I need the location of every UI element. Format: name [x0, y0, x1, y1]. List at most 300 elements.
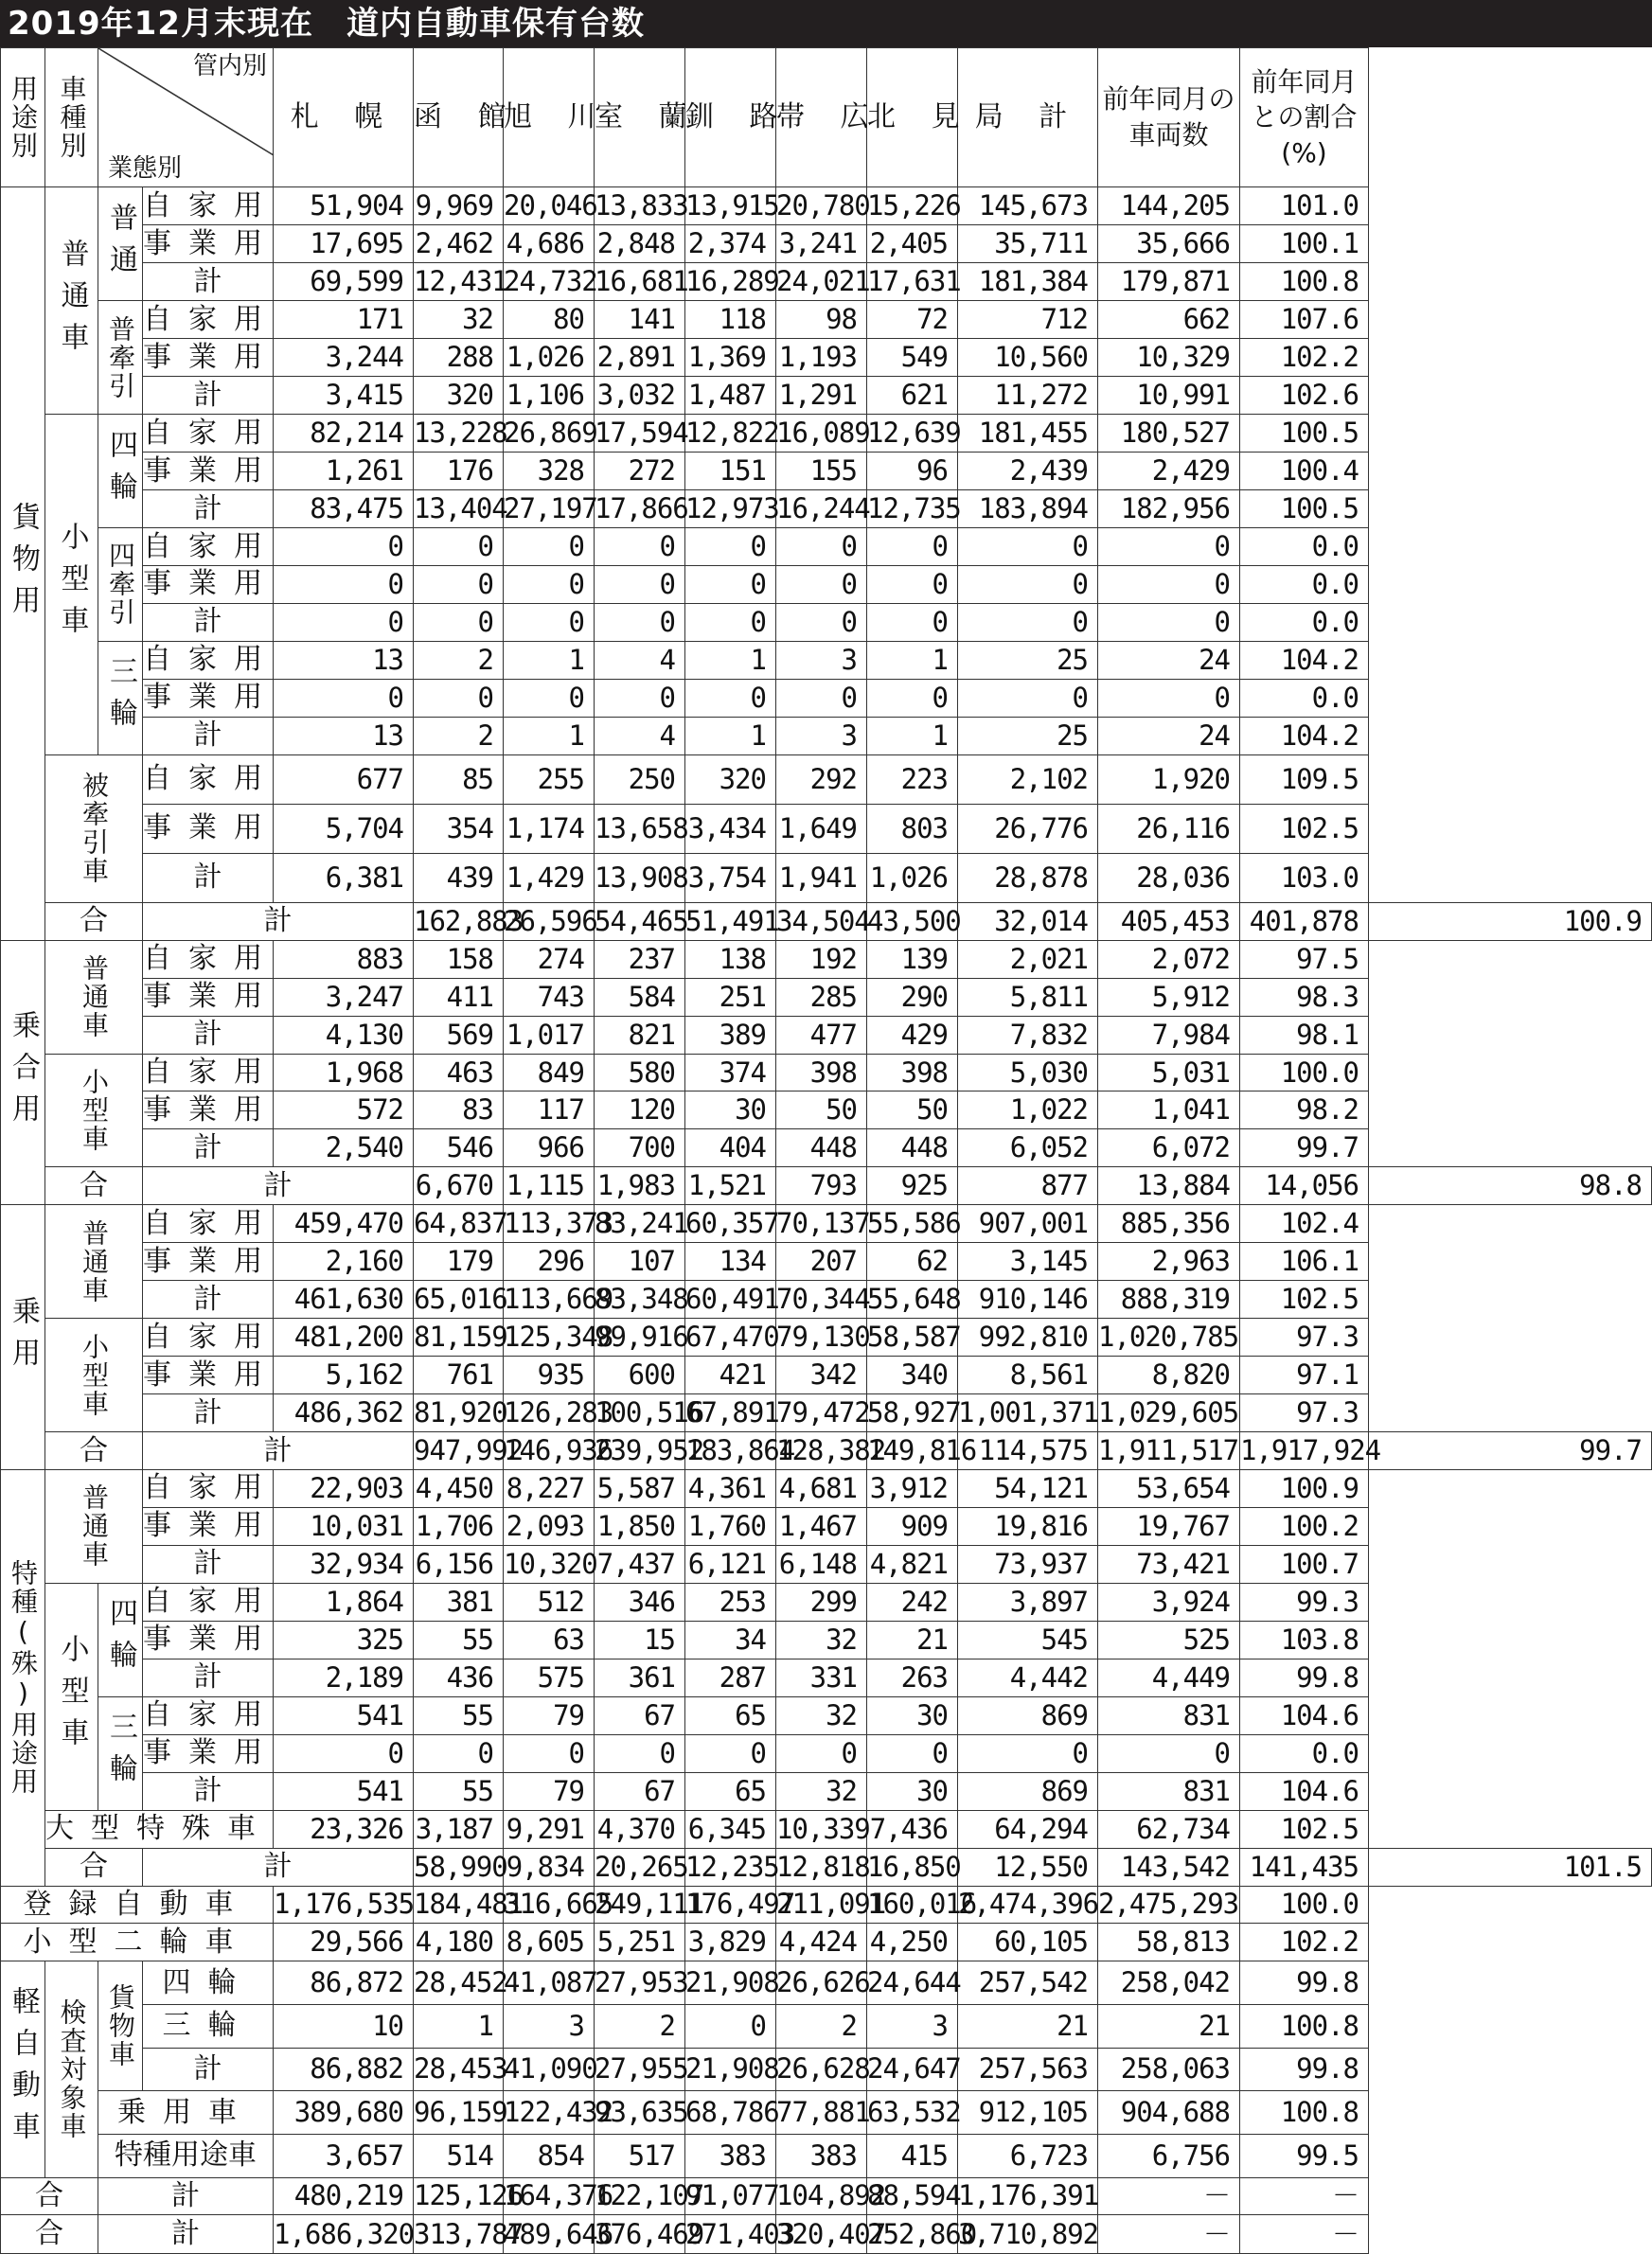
table-row	[1, 1167, 1652, 1205]
value-cell: 0	[1098, 565, 1240, 603]
header-region-sapporo: 札 幌	[274, 48, 414, 187]
value-cell: 20,046	[504, 187, 595, 225]
value-cell: 1,706	[414, 1507, 504, 1545]
value-cell: 118	[685, 301, 776, 339]
row-label: 事業用	[143, 1734, 274, 1772]
value-cell: 102.6	[1240, 377, 1369, 415]
vehicle-table	[0, 47, 1652, 2254]
value-cell: 5,912	[1098, 978, 1240, 1016]
value-cell: 24,021	[776, 263, 867, 301]
row-label: 小型車	[45, 1054, 143, 1167]
value-cell: 26,869	[504, 415, 595, 453]
value-cell: 139	[867, 940, 958, 978]
value-cell: 81,920	[414, 1394, 504, 1432]
value-cell: 5,251	[595, 1924, 685, 1961]
value-cell: 3	[867, 2005, 958, 2049]
value-cell: 30	[867, 1696, 958, 1734]
value-cell: 101.0	[1240, 187, 1369, 225]
row-label: 自家用	[143, 1319, 274, 1357]
value-cell: 9,969	[414, 187, 504, 225]
value-cell: 448	[867, 1129, 958, 1167]
value-cell: 12,550	[958, 1848, 1098, 1886]
value-cell: 398	[867, 1054, 958, 1092]
value-cell: 73,937	[958, 1545, 1098, 1583]
row-label: 三輪	[98, 1696, 143, 1810]
value-cell: 12,735	[867, 490, 958, 528]
value-cell: 13	[274, 641, 414, 679]
value-cell: 429	[867, 1016, 958, 1054]
value-cell: 0	[958, 565, 1098, 603]
value-cell: 5,031	[1098, 1054, 1240, 1092]
value-cell: 30	[867, 1772, 958, 1810]
value-cell: 0	[958, 679, 1098, 717]
value-cell: 910,146	[958, 1281, 1098, 1319]
value-cell: 8,605	[504, 1924, 595, 1961]
value-cell: 51,491	[685, 902, 776, 940]
value-cell: 4	[595, 717, 685, 754]
value-cell: 180,527	[1098, 415, 1240, 453]
value-cell: 99.8	[1240, 2048, 1369, 2091]
value-cell: 13,658	[595, 804, 685, 853]
value-cell: 4,250	[867, 1924, 958, 1961]
value-cell: 0	[504, 603, 595, 641]
value-cell: 96	[867, 453, 958, 490]
value-cell: 1	[867, 641, 958, 679]
value-cell: 55,648	[867, 1281, 958, 1319]
value-cell: 102.5	[1240, 804, 1369, 853]
value-cell: 1,941	[776, 853, 867, 902]
value-cell: 461,630	[274, 1281, 414, 1319]
value-cell: 883	[274, 940, 414, 978]
value-cell: 100,516	[595, 1394, 685, 1432]
value-cell: 104.2	[1240, 641, 1369, 679]
value-cell: 925	[867, 1167, 958, 1205]
value-cell: 10	[274, 2005, 414, 2049]
value-cell: 621	[867, 377, 958, 415]
table-row	[1, 804, 1652, 853]
value-cell: 58,990	[414, 1848, 504, 1886]
value-cell: 0	[685, 565, 776, 603]
value-cell: 1,369	[685, 339, 776, 377]
value-cell: 134	[685, 1243, 776, 1281]
value-cell: 0	[958, 528, 1098, 566]
table-row	[1, 1810, 1652, 1848]
table-row	[1, 940, 1652, 978]
value-cell: 99.7	[1240, 1129, 1369, 1167]
value-cell: 411	[414, 978, 504, 1016]
table-row	[1, 1848, 1652, 1886]
row-label: 乗用車	[98, 2091, 274, 2135]
row-label: 四輪	[98, 1583, 143, 1696]
value-cell: 292	[776, 754, 867, 804]
value-cell: 4,442	[958, 1659, 1098, 1696]
value-cell: 20,265	[595, 1848, 685, 1886]
value-cell: 0	[414, 603, 504, 641]
value-cell: 3,897	[958, 1583, 1098, 1621]
value-cell: 83,241	[595, 1205, 685, 1243]
value-cell: 320	[685, 754, 776, 804]
value-cell: 0	[776, 528, 867, 566]
table-row	[1, 1319, 1652, 1357]
value-cell: 2,439	[958, 453, 1098, 490]
value-cell: 16,244	[776, 490, 867, 528]
row-label: 乗用	[1, 1205, 45, 1470]
value-cell: 1,026	[504, 339, 595, 377]
value-cell: 320	[414, 377, 504, 415]
value-cell: 1	[504, 717, 595, 754]
value-cell: 99.3	[1240, 1583, 1369, 1621]
value-cell: 0	[776, 565, 867, 603]
value-cell: 15,226	[867, 187, 958, 225]
value-cell: 0	[414, 1734, 504, 1772]
value-cell: 3,247	[274, 978, 414, 1016]
value-cell: 854	[504, 2134, 595, 2177]
value-cell: 1,521	[685, 1167, 776, 1205]
row-label: 計	[143, 490, 274, 528]
header-region-label: 管内別	[192, 52, 267, 80]
value-cell: 24,644	[867, 1961, 958, 2005]
value-cell: 383	[776, 2134, 867, 2177]
value-cell: 0	[867, 603, 958, 641]
value-cell: 1	[685, 641, 776, 679]
value-cell: 160,016	[867, 1886, 958, 1924]
value-cell: 62	[867, 1243, 958, 1281]
value-cell: 58,587	[867, 1319, 958, 1357]
value-cell: 4,686	[504, 225, 595, 263]
value-cell: 138	[685, 940, 776, 978]
value-cell: 16,289	[685, 263, 776, 301]
row-label: 計	[143, 603, 274, 641]
value-cell: 10,991	[1098, 377, 1240, 415]
value-cell: 580	[595, 1054, 685, 1092]
value-cell: 325	[274, 1621, 414, 1659]
value-cell: 1,029,605	[1098, 1394, 1240, 1432]
value-cell: －	[1098, 2177, 1240, 2215]
value-cell: 21	[867, 1621, 958, 1659]
value-cell: 88,594	[867, 2177, 958, 2215]
value-cell: 0	[1098, 679, 1240, 717]
row-label: 大型特殊車	[45, 1810, 274, 1848]
row-label: 小型車	[45, 1319, 143, 1432]
row-label: 事業用	[143, 225, 274, 263]
value-cell: 541	[274, 1696, 414, 1734]
value-cell: 877	[958, 1167, 1098, 1205]
row-label: 事業用	[143, 978, 274, 1016]
table-row	[1, 225, 1652, 263]
row-label: 四輪	[98, 415, 143, 528]
table-row	[1, 1054, 1652, 1092]
header-use: 用途別	[1, 48, 45, 187]
value-cell: 514	[414, 2134, 504, 2177]
value-cell: 23,326	[274, 1810, 414, 1848]
value-cell: 512	[504, 1583, 595, 1621]
row-label: 事業用	[143, 804, 274, 853]
value-cell: 481,200	[274, 1319, 414, 1357]
value-cell: 50	[776, 1092, 867, 1129]
row-label: 計	[143, 2048, 274, 2091]
value-cell: 27,197	[504, 490, 595, 528]
value-cell: 405,453	[1098, 902, 1240, 940]
value-cell: 86,872	[274, 1961, 414, 2005]
header-region-obihiro: 帯 広	[776, 48, 867, 187]
row-label: 合	[45, 902, 143, 940]
row-label: 普通車	[45, 940, 143, 1054]
value-cell: 100.8	[1240, 2091, 1369, 2135]
value-cell: 98.2	[1240, 1092, 1369, 1129]
table-row	[1, 2177, 1652, 2215]
value-cell: 0.0	[1240, 1734, 1369, 1772]
value-cell: 517	[595, 2134, 685, 2177]
value-cell: 102.2	[1240, 339, 1369, 377]
value-cell: 143,542	[1098, 1848, 1240, 1886]
row-label: 計	[143, 1167, 414, 1205]
value-cell: 3,241	[776, 225, 867, 263]
value-cell: 99,916	[595, 1319, 685, 1357]
value-cell: 60,491	[685, 1281, 776, 1319]
table-row	[1, 377, 1652, 415]
value-cell: 67	[595, 1772, 685, 1810]
value-cell: 1,001,371	[958, 1394, 1098, 1432]
row-label: 事業用	[143, 679, 274, 717]
value-cell: 109.5	[1240, 754, 1369, 804]
value-cell: 7,437	[595, 1545, 685, 1583]
value-cell: 5,811	[958, 978, 1098, 1016]
value-cell: 102.4	[1240, 1205, 1369, 1243]
value-cell: 10,329	[1098, 339, 1240, 377]
value-cell: 1	[867, 717, 958, 754]
value-cell: 3,710,892	[958, 2215, 1098, 2254]
row-label: 三輪	[143, 2005, 274, 2049]
value-cell: 313,787	[414, 2215, 504, 2254]
value-cell: 4,450	[414, 1470, 504, 1508]
value-cell: 5,587	[595, 1470, 685, 1508]
value-cell: 849	[504, 1054, 595, 1092]
value-cell: 0	[595, 679, 685, 717]
value-cell: 3,032	[595, 377, 685, 415]
value-cell: 0	[685, 679, 776, 717]
value-cell: 51,904	[274, 187, 414, 225]
row-label: 自家用	[143, 1054, 274, 1092]
value-cell: 32	[776, 1621, 867, 1659]
value-cell: 0	[867, 565, 958, 603]
value-cell: 21,908	[685, 1961, 776, 2005]
value-cell: 0	[274, 528, 414, 566]
value-cell: 1,429	[504, 853, 595, 902]
table-row	[1, 2134, 1652, 2177]
value-cell: 1,026	[867, 853, 958, 902]
value-cell: 1,487	[685, 377, 776, 415]
value-cell: 67,891	[685, 1394, 776, 1432]
value-cell: 65	[685, 1696, 776, 1734]
row-label: 特種(殊)用途用	[1, 1470, 45, 1886]
row-label: 普通	[98, 187, 143, 301]
value-cell: 0	[958, 1734, 1098, 1772]
row-label: 事業用	[143, 565, 274, 603]
value-cell: 13,908	[595, 853, 685, 902]
value-cell: 2,021	[958, 940, 1098, 978]
value-cell: 1,920	[1098, 754, 1240, 804]
row-label: 自家用	[143, 187, 274, 225]
value-cell: 935	[504, 1357, 595, 1394]
value-cell: 117	[504, 1092, 595, 1129]
value-cell: 374	[685, 1054, 776, 1092]
value-cell: 2,405	[867, 225, 958, 263]
row-label: 事業用	[143, 339, 274, 377]
value-cell: 99.5	[1240, 2134, 1369, 2177]
value-cell: 13,404	[414, 490, 504, 528]
value-cell: 164,376	[504, 2177, 595, 2215]
value-cell: 151	[685, 453, 776, 490]
value-cell: 572	[274, 1092, 414, 1129]
row-label: 普通車	[45, 1205, 143, 1319]
row-label: 自家用	[143, 754, 274, 804]
table-row	[1, 2048, 1652, 2091]
value-cell: 3	[776, 641, 867, 679]
value-cell: 2,848	[595, 225, 685, 263]
value-cell: 1,193	[776, 339, 867, 377]
value-cell: 600	[595, 1357, 685, 1394]
row-label: 普通車	[45, 187, 98, 415]
value-cell: 104.6	[1240, 1772, 1369, 1810]
value-cell: 0	[867, 679, 958, 717]
value-cell: 2	[595, 2005, 685, 2049]
value-cell: 0	[685, 528, 776, 566]
value-cell: 6,052	[958, 1129, 1098, 1167]
value-cell: 32,014	[958, 902, 1098, 940]
value-cell: 342	[776, 1357, 867, 1394]
value-cell: 869	[958, 1772, 1098, 1810]
value-cell: 41,087	[504, 1961, 595, 2005]
value-cell: －	[1240, 2177, 1369, 2215]
value-cell: 106.1	[1240, 1243, 1369, 1281]
value-cell: 63	[504, 1621, 595, 1659]
value-cell: 183,894	[958, 490, 1098, 528]
value-cell: 436	[414, 1659, 504, 1696]
value-cell: 12,639	[867, 415, 958, 453]
value-cell: 0	[685, 603, 776, 641]
value-cell: 272	[595, 453, 685, 490]
row-label: 合	[1, 2215, 98, 2254]
row-label: 小型車	[45, 415, 98, 755]
value-cell: 545	[958, 1621, 1098, 1659]
value-cell: 184,481	[414, 1886, 504, 1924]
value-cell: 271,403	[685, 2215, 776, 2254]
row-label: 事業用	[143, 1357, 274, 1394]
value-cell: 1,261	[274, 453, 414, 490]
value-cell: 947,992	[414, 1432, 504, 1470]
value-cell: 64,294	[958, 1810, 1098, 1848]
value-cell: 82,214	[274, 415, 414, 453]
value-cell: 2,540	[274, 1129, 414, 1167]
value-cell: 162,883	[414, 902, 504, 940]
value-cell: 100.8	[1240, 263, 1369, 301]
value-cell: 100.0	[1240, 1886, 1369, 1924]
value-cell: 98.1	[1240, 1016, 1369, 1054]
value-cell: 328	[504, 453, 595, 490]
value-cell: 25	[958, 641, 1098, 679]
value-cell: 2,474,396	[958, 1886, 1098, 1924]
table-row	[1, 754, 1652, 804]
value-cell: 126,283	[504, 1394, 595, 1432]
value-cell: 100.5	[1240, 415, 1369, 453]
value-cell: 0	[867, 1734, 958, 1772]
value-cell: 211,091	[776, 1886, 867, 1924]
row-label: 計	[143, 1848, 414, 1886]
value-cell: 0.0	[1240, 565, 1369, 603]
value-cell: 104.2	[1240, 717, 1369, 754]
value-cell: 81,159	[414, 1319, 504, 1357]
row-label: 計	[143, 1545, 274, 1583]
value-cell: 3,657	[274, 2134, 414, 2177]
value-cell: 546	[414, 1129, 504, 1167]
value-cell: 700	[595, 1129, 685, 1167]
value-cell: 97.1	[1240, 1357, 1369, 1394]
value-cell: 13,228	[414, 415, 504, 453]
value-cell: 4,424	[776, 1924, 867, 1961]
value-cell: 4,361	[685, 1470, 776, 1508]
header-business-label: 業態別	[108, 154, 183, 184]
value-cell: 17,631	[867, 263, 958, 301]
value-cell: 28,452	[414, 1961, 504, 2005]
value-cell: 320,407	[776, 2215, 867, 2254]
value-cell: 2	[414, 641, 504, 679]
value-cell: 2,475,293	[1098, 1886, 1240, 1924]
value-cell: 12,431	[414, 263, 504, 301]
value-cell: 2,072	[1098, 940, 1240, 978]
value-cell: 104.6	[1240, 1696, 1369, 1734]
row-label: 計	[143, 1016, 274, 1054]
value-cell: 448	[776, 1129, 867, 1167]
table-row	[1, 1961, 1652, 2005]
row-label: 合	[45, 1848, 143, 1886]
header-prev-year: 前年同月の車両数	[1098, 48, 1240, 187]
value-cell: 1,115	[504, 1167, 595, 1205]
value-cell: 12,822	[685, 415, 776, 453]
value-cell: 98	[776, 301, 867, 339]
header-region-kushiro: 釧 路	[685, 48, 776, 187]
value-cell: 11,272	[958, 377, 1098, 415]
row-label: 事業用	[143, 1092, 274, 1129]
value-cell: 0	[776, 603, 867, 641]
value-cell: 486,362	[274, 1394, 414, 1432]
value-cell: 3,244	[274, 339, 414, 377]
value-cell: 24	[1098, 717, 1240, 754]
value-cell: 27,953	[595, 1961, 685, 2005]
row-label: 小型車	[45, 1583, 98, 1810]
value-cell: 60,357	[685, 1205, 776, 1243]
value-cell: 331	[776, 1659, 867, 1696]
value-cell: 0	[274, 679, 414, 717]
value-cell: 0	[685, 1734, 776, 1772]
value-cell: 3,924	[1098, 1583, 1240, 1621]
value-cell: 27,955	[595, 2048, 685, 2091]
row-label: 計	[143, 1129, 274, 1167]
value-cell: 869	[958, 1696, 1098, 1734]
value-cell: 904,688	[1098, 2091, 1240, 2135]
value-cell: 158	[414, 940, 504, 978]
value-cell: 83,348	[595, 1281, 685, 1319]
table-row	[1, 1924, 1652, 1961]
value-cell: 100.1	[1240, 225, 1369, 263]
row-label: 自家用	[143, 415, 274, 453]
value-cell: 146,936	[504, 1432, 595, 1470]
value-cell: 155	[776, 453, 867, 490]
row-label: 計	[143, 1432, 414, 1470]
value-cell: 549	[867, 339, 958, 377]
value-cell: 251	[685, 978, 776, 1016]
value-cell: 86,882	[274, 2048, 414, 2091]
value-cell: 141,435	[1240, 1848, 1369, 1886]
